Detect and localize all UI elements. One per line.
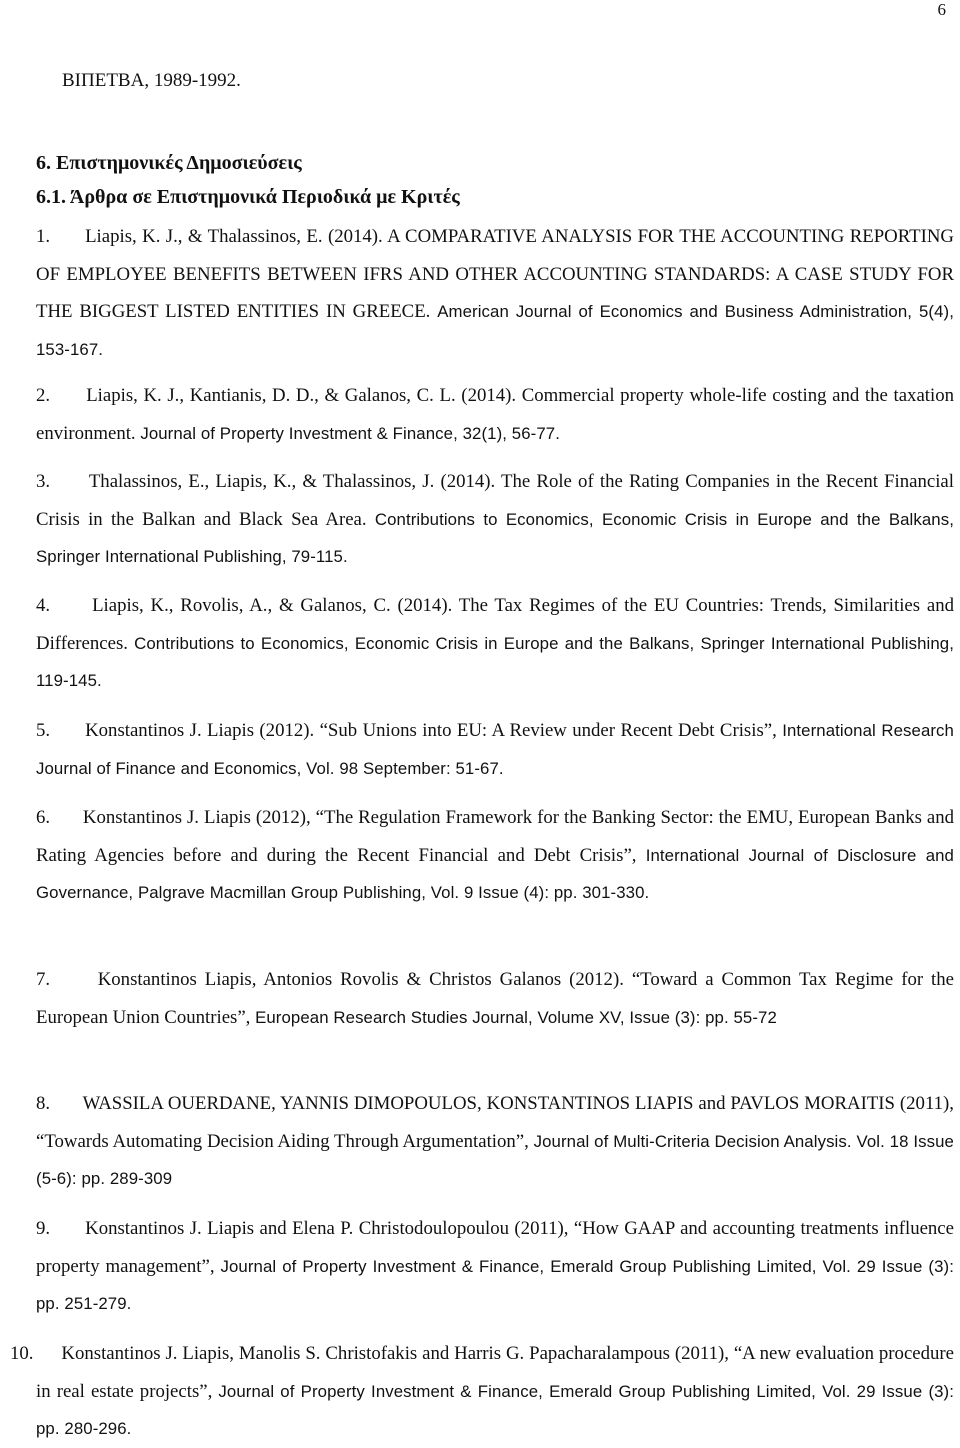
reference-number: 10. xyxy=(10,1343,34,1364)
reference-source: Contributions to Economics, Economic Crisis in Europe and the Balkans, Springer International Publishing, 119-145. xyxy=(36,633,954,690)
reference-lead: WASSILA OUERDANE, YANNIS DIMOPOULOS, KONSTANTINOS LIAPIS and PAVLOS MORAITIS (2011), “Towards Automating Decision Aiding Through Argumentation”, xyxy=(36,1093,954,1152)
reference-item-5 xyxy=(36,712,954,787)
reference-number: 3. xyxy=(36,471,51,492)
reference-source: European Research Studies Journal, Volume XV, Issue (3): pp. 55-72 xyxy=(255,1007,777,1027)
reference-item-3 xyxy=(36,463,954,576)
reference-item-4 xyxy=(36,587,954,700)
reference-item-8 xyxy=(36,1085,954,1198)
reference-source: Contributions to Economics, Economic Crisis in Europe and the Balkans, Springer International Publishing, 79-115. xyxy=(36,509,954,566)
subsection-heading: 6.1. Άρθρα σε Επιστημονικά Περιοδικά με Κριτές xyxy=(36,186,460,208)
reference-lead: Liapis, K. J., & Thalassinos, E. (2014). A COMPARATIVE ANALYSIS FOR THE ACCOUNTING REPORTING OF EMPLOYEE BENEFITS BETWEEN IFRS AND OTHER ACCOUNTING STANDARDS: A CASE STUDY FOR THE BIGGEST LISTED ENTITIES IN GREECE. xyxy=(36,226,954,322)
reference-number: 2. xyxy=(36,385,51,406)
top-line: ΒΙΠΕΤΒΑ, 1989-1992. xyxy=(62,70,241,91)
reference-lead: Liapis, K. J., Kantianis, D. D., & Galanos, C. L. (2014). Commercial property whole-life costing and the taxation environment. xyxy=(36,385,954,444)
reference-lead: Konstantinos J. Liapis (2012). “Sub Unions into EU: A Review under Recent Debt Crisis”, xyxy=(85,720,777,741)
reference-item-10 xyxy=(10,1335,955,1448)
reference-source: Journal of Property Investment & Finance, Emerald Group Publishing Limited, Vol. 29 Issue (3): pp. 251-279. xyxy=(36,1256,954,1313)
reference-source: American Journal of Economics and Business Administration, 5(4), 153-167. xyxy=(36,302,954,359)
reference-item-6 xyxy=(36,799,954,912)
reference-source: International Journal of Disclosure and Governance, Palgrave Macmillan Group Publishing, Vol. 9 Issue (4): pp. 301-330. xyxy=(36,845,954,902)
reference-source: Journal of Property Investment & Finance, Emerald Group Publishing Limited, Vol. 29 Issue (3): pp. 280-296. xyxy=(36,1381,955,1438)
reference-number: 7. xyxy=(36,969,51,990)
reference-lead: Konstantinos J. Liapis and Elena P. Christodoulopoulou (2011), “How GAAP and accounting treatments influence property management”, xyxy=(36,1218,954,1277)
section-heading: 6. Επιστημονικές Δημοσιεύσεις xyxy=(36,152,302,174)
reference-item-2 xyxy=(36,377,954,452)
reference-item-1 xyxy=(36,218,954,368)
reference-source: Journal of Multi-Criteria Decision Analysis. Vol. 18 Issue (5-6): pp. 289-309 xyxy=(36,1131,954,1188)
reference-lead: Thalassinos, E., Liapis, K., & Thalassinos, J. (2014). The Role of the Rating Companies in the Recent Financial Crisis in the Balkan and Black Sea Area. xyxy=(36,471,954,530)
reference-item-9 xyxy=(36,1210,954,1323)
page-number: 6 xyxy=(937,0,946,19)
reference-number: 8. xyxy=(36,1093,51,1114)
reference-lead: Liapis, K., Rovolis, A., & Galanos, C. (2014). The Tax Regimes of the EU Countries: Trends, Similarities and Differences. xyxy=(36,595,954,654)
reference-source: International Research Journal of Finance and Economics, Vol. 98 September: 51-67. xyxy=(36,721,954,778)
reference-number: 4. xyxy=(36,595,51,616)
reference-lead: Konstantinos Liapis, Antonios Rovolis & Christos Galanos (2012). “Toward a Common Tax Regime for the European Union Countries”, xyxy=(36,969,954,1028)
reference-lead: Konstantinos J. Liapis, Manolis S. Christofakis and Harris G. Papacharalampous (2011), “A new evaluation procedure in real estate projects”, xyxy=(36,1343,954,1402)
reference-number: 5. xyxy=(36,720,51,741)
reference-item-7 xyxy=(36,961,954,1036)
reference-source: Journal of Property Investment & Finance, 32(1), 56-77. xyxy=(140,423,560,443)
reference-lead: Konstantinos J. Liapis (2012), “The Regulation Framework for the Banking Sector: the EMU, European Banks and Rating Agencies before and during the Recent Financial and Debt Crisis”, xyxy=(36,807,954,866)
reference-number: 9. xyxy=(36,1218,51,1239)
reference-number: 1. xyxy=(36,226,51,247)
reference-number: 6. xyxy=(36,807,51,828)
